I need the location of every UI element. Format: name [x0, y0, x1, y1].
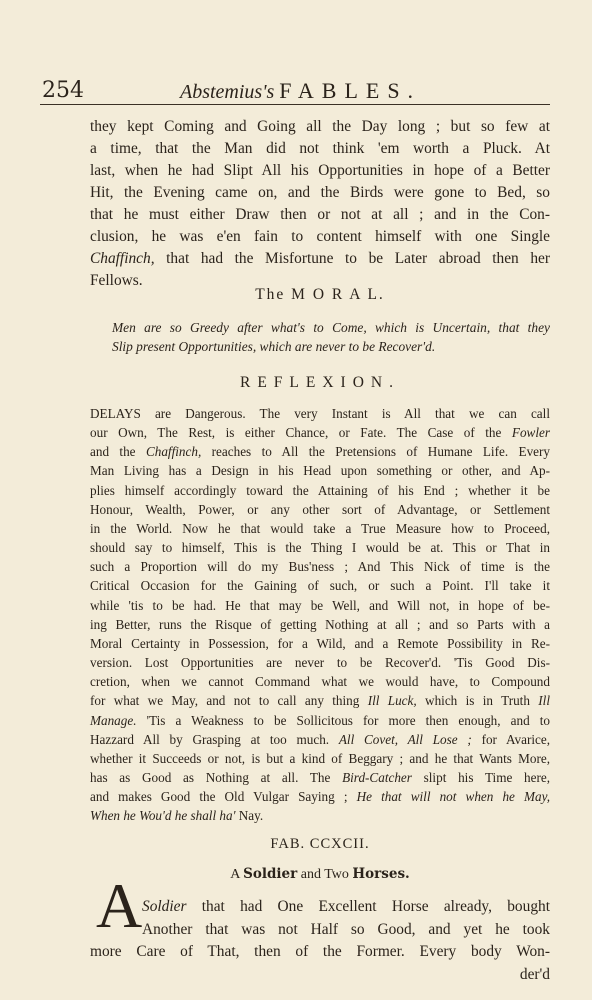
text-line: Hit, the Evening came on, and the Birds were gone to Bed, so — [90, 184, 550, 201]
title-run: A — [230, 867, 244, 882]
moral-text — [90, 318, 550, 356]
moral-line: Slip present Opportunities, which are never to be Recover'd. — [112, 339, 436, 354]
text-line: more Care of That, then of the Former. Every body Won- — [90, 943, 550, 960]
drop-cap: A — [96, 870, 143, 941]
text-line: last, when he had Slipt All his Opportunities in hope of a Better — [90, 162, 550, 179]
text-line: they kept Coming and Going all the Day long ; but so few at — [90, 118, 550, 135]
text-run: for what we May, and not to call any thing — [90, 693, 360, 709]
text-line: that he must either Draw then or not at all ; and in the Con- — [90, 206, 550, 223]
text-line: in the World. Now he that would take a True Measure how to Proceed, — [90, 520, 550, 536]
text-line — [90, 248, 550, 270]
text-line: clusion, he was e'en fain to content himself with one Single — [90, 228, 550, 245]
text-line — [90, 691, 550, 710]
moral-line: Men are so Greedy after what's to Come, which is Uncertain, that they — [112, 320, 550, 335]
italic-word: Manage. — [90, 712, 137, 728]
text-line: such a Proportion will do my Bus'ness ; And This Nick of time is the — [90, 559, 550, 575]
italic-word: Ill — [538, 693, 551, 709]
title-run: and Two — [297, 867, 353, 882]
text-line — [90, 423, 550, 442]
italic-word: All Covet, All Lose ; — [338, 731, 472, 747]
moral-heading: The M O R A L. — [255, 286, 385, 303]
running-title — [180, 78, 421, 104]
text-line: version. Lost Opportunities are never to be Recover'd. 'Tis Good Dis- — [90, 655, 550, 671]
text-line: while 'tis to be had. He that may be Well, and Will not, in hope of be- — [90, 597, 550, 613]
text-line — [90, 442, 550, 461]
text-run: Nay. — [235, 808, 264, 824]
text-run: for Avarice, — [481, 731, 551, 747]
italic-word: He that will not when he May, — [356, 789, 551, 805]
italic-word: When he Wou'd he shall ha' — [90, 808, 236, 824]
catchword: der'd — [519, 965, 550, 983]
reflexion-heading: REFLEXION. — [240, 374, 400, 391]
text-run: which is in Truth — [425, 693, 530, 709]
running-title-fables: FABLES. — [279, 78, 422, 103]
blackletter-word: Horses. — [352, 866, 410, 882]
text-line — [90, 787, 550, 806]
text-run: 'Tis a Weakness to be Sollicitous for more then enough, and to — [146, 712, 551, 728]
text-line — [90, 768, 550, 787]
italic-word: Bird-Catcher — [342, 769, 412, 785]
text-line: Man Living has a Design in his Head upon something or other, and Ap- — [90, 463, 550, 479]
text-line — [90, 730, 550, 749]
text-line: plies himself accordingly toward the Attaining of his End ; whether it be — [90, 482, 550, 498]
fable-text-continued — [90, 116, 550, 292]
blackletter-word: Soldier — [243, 866, 298, 882]
reflexion-text — [90, 404, 550, 825]
text-line: Honour, Wealth, Power, or any other sort of Advantage, or Settlement — [90, 501, 550, 517]
italic-word: Soldier — [142, 898, 187, 915]
text-run: slipt his Time here, — [423, 769, 551, 785]
text-line — [90, 806, 550, 825]
text-run: reaches to All the Pretensions of Humane Life. Every — [211, 444, 550, 460]
fable-text — [90, 896, 550, 986]
text-line: Fellows. — [90, 272, 143, 289]
text-line: Moral Certainty in Possession, for a Wild, and a Remote Possibility in Re- — [90, 635, 550, 651]
text-line: ing Better, runs the Risque of getting Nothing at all ; and so Parts with a — [90, 616, 550, 632]
text-run: that had the Misfortune to be Later abroad then her — [154, 250, 550, 267]
italic-word: Ill Luck, — [367, 693, 417, 709]
text-run: that had One Excellent Horse already, bought — [186, 898, 550, 915]
italic-word: Chaffinch, — [145, 444, 202, 460]
italic-word: Chaffinch, — [90, 250, 155, 267]
running-title-author: Abstemius's — [180, 81, 275, 103]
text-run: and the — [90, 444, 136, 460]
text-run: our Own, The Rest, is either Chance, or Fate. The Case of the — [90, 425, 502, 441]
text-line: should say to himself, This is the Thing I would be at. This or That in — [90, 540, 550, 556]
text-line — [90, 896, 550, 919]
text-run: and makes Good the Old Vulgar Saying ; — [90, 789, 348, 805]
text-line: Critical Occasion for the Gaining of such, or such a Point. I'll take it — [90, 578, 550, 594]
text-line — [90, 711, 550, 730]
fable-number-heading: FAB. CCXCII. — [270, 836, 370, 852]
italic-word: Fowler — [511, 425, 551, 441]
text-line: cretion, when we cannot Command what we would have, to Compound — [90, 674, 550, 690]
page-number: 254 — [42, 78, 84, 103]
text-line: whether it Succeeds or not, is but a kind of Beggary ; and he that Wants More, — [90, 750, 550, 766]
text-line: Another that was not Half so Good, and yet he took — [142, 920, 550, 938]
text-line: a time, that the Man did not think 'em worth a Pluck. At — [90, 140, 550, 157]
text-run: Hazzard All by Grasping at too much. — [90, 731, 330, 747]
text-run: has as Good as Nothing at all. The — [90, 769, 331, 785]
fable-title — [90, 866, 550, 883]
page-header — [40, 74, 550, 105]
text-line: DELAYS are Dangerous. The very Instant is All that we can call — [90, 406, 550, 421]
